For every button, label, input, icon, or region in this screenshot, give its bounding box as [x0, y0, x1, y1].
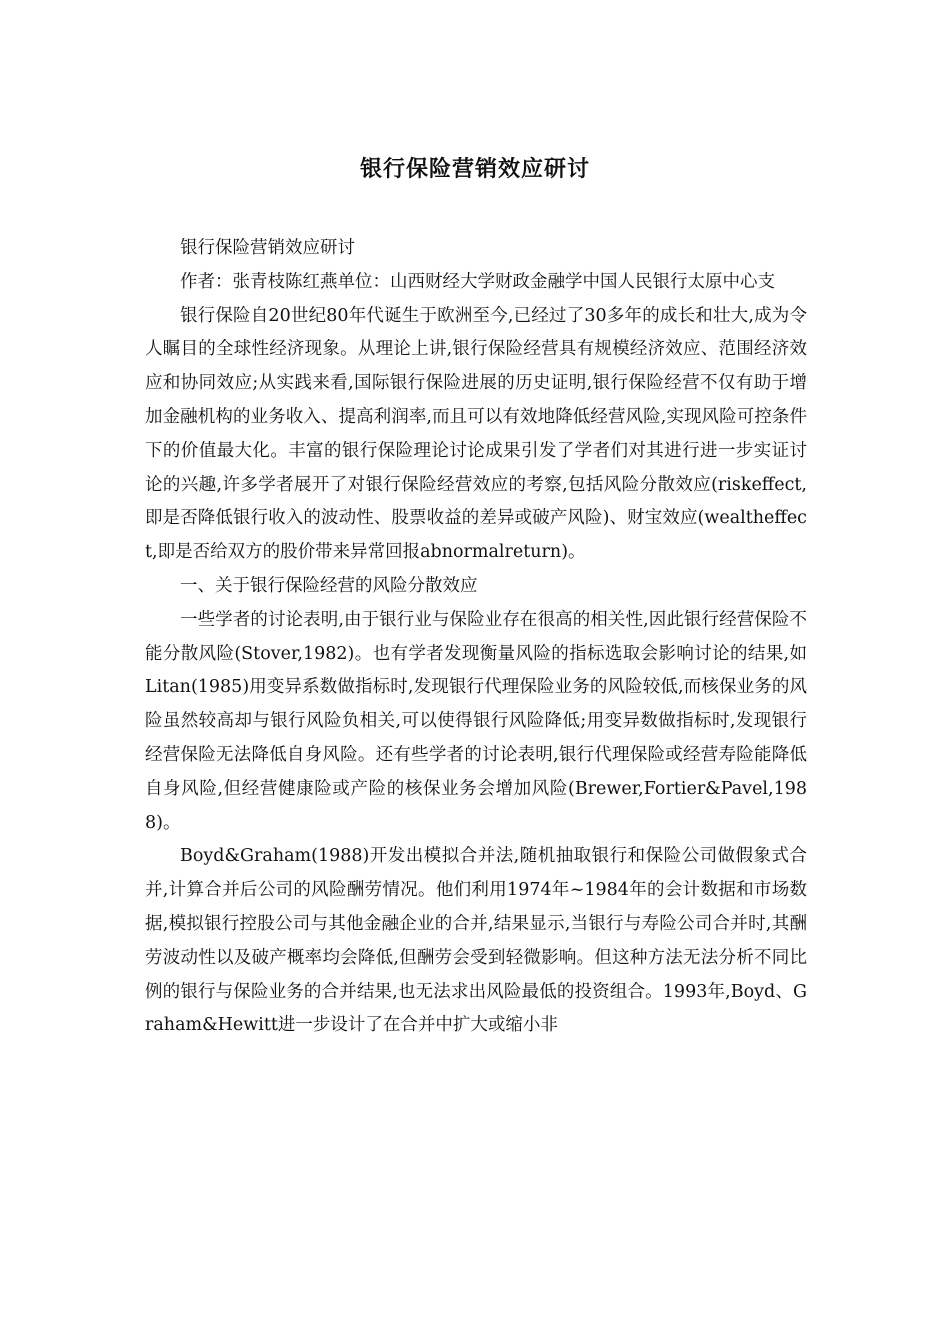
section-heading: 一、关于银行保险经营的风险分散效应: [180, 575, 478, 596]
document-body: [145, 232, 807, 1043]
paragraph-risk-studies: 一些学者的讨论表明,由于银行业与保险业存在很高的相关性,因此银行经营保险不能分散风险(Stover,1982)。也有学者发现衡量风险的指标选取会影响讨论的结果,如Litan(1985)用变异系数做指标时,发现银行代理保险业务的风险较低,而核保业务的风险虽然较高却与银行风险负相关,可以使得银行风险降低;用变异数做指标时,发现银行经营保险无法降低自身风险。还有些学者的讨论表明,银行代理保险或经营寿险能降低自身风险,但经营健康险或产险的核保业务会增加风险(Brewer,Fortier&Pavel,1988)。: [145, 609, 807, 833]
paragraph-intro: 银行保险自20世纪80年代诞生于欧洲至今,已经过了30多年的成长和壮大,成为令人瞩目的全球性经济现象。从理论上讲,银行保险经营具有规模经济效应、范围经济效应和协同效应;从实践来看,国际银行保险进展的历史证明,银行保险经营不仅有助于增加金融机构的业务收入、提高利润率,而且可以有效地降低经营风险,实现风险可控条件下的价值最大化。丰富的银行保险理论讨论成果引发了学者们对其进行进一步实证讨论的兴趣,许多学者展开了对银行保险经营效应的考察,包括风险分散效应(riskeffect,即是否降低银行收入的波动性、股票收益的差异或破产风险)、财宝效应(wealtheffect,即是否给双方的股价带来异常回报abnormalreturn)。: [145, 305, 807, 563]
paragraph-subtitle: 银行保险营销效应研讨: [180, 238, 355, 258]
paragraph-author: 作者：张青枝陈红燕单位：山西财经大学财政金融学中国人民银行太原中心支: [180, 271, 775, 292]
paragraph-simulation-method: Boyd&Graham(1988)开发出模拟合并法,随机抽取银行和保险公司做假象式合并,计算合并后公司的风险酬劳情况。他们利用1974年~1984年的会计数据和市场数据,模拟银行控股公司与其他金融企业的合并,结果显示,当银行与寿险公司合并时,其酬劳波动性以及破产概率均会降低,但酬劳会受到轻微影响。但这种方法无法分析不同比例的银行与保险业务的合并结果,也无法求出风险最低的投资组合。1993年,Boyd、Graham&Hewitt进一步设计了在合并中扩大或缩小非: [145, 846, 807, 1036]
document-title: 银行保险营销效应研讨: [359, 157, 590, 182]
